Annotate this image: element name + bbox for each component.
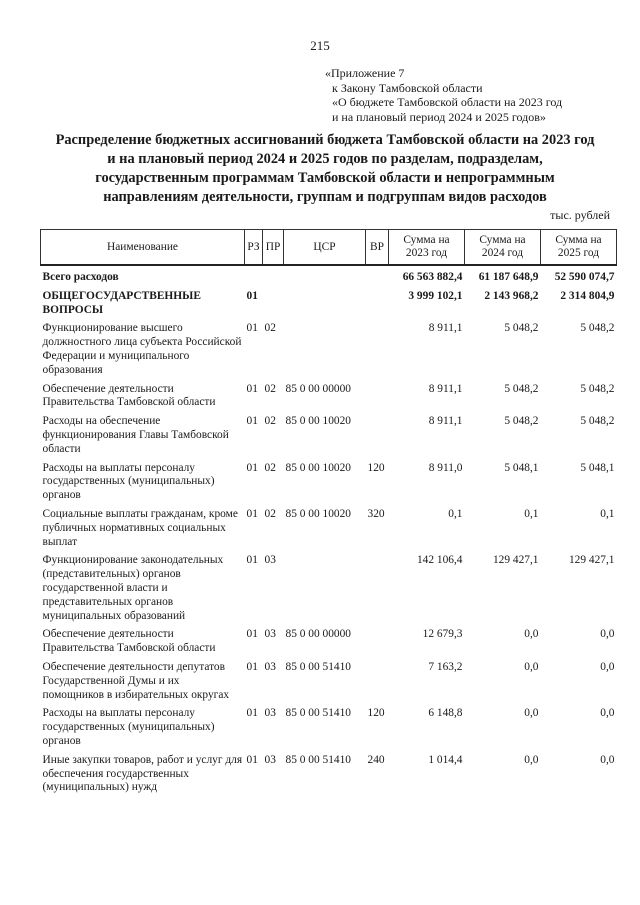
cell-sum-2023: 3 999 102,1 <box>408 289 463 302</box>
table-row <box>41 707 617 753</box>
table-header-row <box>41 230 617 266</box>
cell-pr: 03 <box>264 753 276 766</box>
column-header-csr: ЦСР <box>284 230 366 266</box>
cell-csr: 85 0 00 51410 <box>285 660 351 673</box>
table-row <box>41 290 617 323</box>
cell-csr: 85 0 00 00000 <box>285 628 351 641</box>
cell-rz <box>245 265 263 290</box>
cell-vr <box>366 661 389 707</box>
table-row <box>41 554 617 628</box>
cell-sum-2025: 0,0 <box>600 707 615 720</box>
column-header-rz: РЗ <box>245 230 263 266</box>
cell-name: Иные закупки товаров, работ и услуг для обеспечения государственных (муниципальных) нужд <box>42 753 243 794</box>
cell-vr <box>366 290 389 323</box>
cell-sum-2025: 5 048,2 <box>580 322 615 335</box>
column-header-vr: ВР <box>366 230 389 266</box>
cell-csr: 85 0 00 51410 <box>285 753 351 766</box>
cell-sum-2025: 0,0 <box>600 660 615 673</box>
cell-sum-2024: 61 187 648,9 <box>478 271 539 283</box>
cell-vr: 120 <box>367 461 385 474</box>
cell-sum-2024: 5 048,2 <box>504 322 539 335</box>
units-label: тыс. рублей <box>550 208 610 222</box>
cell-pr: 03 <box>264 628 276 641</box>
table-row <box>41 322 617 382</box>
cell-sum-2024: 0,0 <box>524 660 539 673</box>
cell-vr: 120 <box>367 707 385 720</box>
cell-name: Расходы на выплаты персоналу государственных (муниципальных) органов <box>42 461 215 502</box>
table-row <box>41 754 617 800</box>
cell-vr <box>366 415 389 461</box>
cell-name: Расходы на обеспечение функционирования Главы Тамбовской области <box>42 415 229 455</box>
table-body <box>41 265 617 800</box>
table-row <box>41 383 617 416</box>
cell-pr: 02 <box>264 461 276 474</box>
cell-csr: 85 0 00 10020 <box>285 507 351 520</box>
cell-pr: 02 <box>264 322 276 335</box>
cell-sum-2024: 2 143 968,2 <box>484 289 539 302</box>
cell-csr: 85 0 00 10020 <box>285 415 351 428</box>
cell-rz: 01 <box>246 554 258 567</box>
cell-sum-2025: 129 427,1 <box>568 554 615 567</box>
cell-sum-2025: 5 048,1 <box>580 461 615 474</box>
cell-pr: 03 <box>264 707 276 720</box>
cell-vr: 320 <box>367 507 385 520</box>
cell-rz: 01 <box>246 461 258 474</box>
cell-sum-2023: 66 563 882,4 <box>402 271 463 283</box>
cell-name: Всего расходов <box>42 271 119 283</box>
cell-csr <box>284 290 366 323</box>
cell-vr <box>366 383 389 416</box>
cell-rz: 01 <box>246 628 258 641</box>
cell-rz: 01 <box>246 707 258 720</box>
cell-sum-2023: 8 911,1 <box>428 382 463 395</box>
cell-rz: 01 <box>246 507 258 520</box>
appendix-line: «Приложение 7 <box>325 66 405 80</box>
cell-csr: 85 0 00 10020 <box>285 461 351 474</box>
column-header-name: Наименование <box>41 230 245 266</box>
cell-sum-2023: 0,1 <box>448 507 463 520</box>
cell-csr <box>284 554 366 628</box>
cell-csr <box>284 265 366 290</box>
document-title: Распределение бюджетных ассигнований бюджета Тамбовской области на 2023 год и на плановый период 2024 и 2025 годов по разделам, подразделам, государственным программам Тамбовской области и непрограммным направлениям деятельности, группам и подгруппам видов расходов <box>55 132 595 205</box>
cell-rz: 01 <box>246 660 258 673</box>
table-row <box>41 508 617 554</box>
cell-pr <box>263 290 284 323</box>
cell-sum-2024: 0,0 <box>524 628 539 641</box>
cell-csr <box>284 322 366 382</box>
table-row <box>41 462 617 508</box>
cell-sum-2024: 0,0 <box>524 753 539 766</box>
cell-rz: 01 <box>246 322 258 335</box>
cell-name: Обеспечение деятельности Правительства Тамбовской области <box>42 628 216 655</box>
cell-sum-2025: 5 048,2 <box>580 382 615 395</box>
cell-sum-2023: 1 014,4 <box>428 753 463 766</box>
budget-table <box>40 229 617 800</box>
cell-sum-2025: 0,0 <box>600 628 615 641</box>
cell-pr: 02 <box>264 415 276 428</box>
cell-name: Обеспечение деятельности Правительства Тамбовской области <box>42 382 216 409</box>
cell-sum-2023: 12 679,3 <box>422 628 463 641</box>
cell-vr <box>366 265 389 290</box>
column-header-2024: Сумма на 2024 год <box>465 230 541 266</box>
cell-csr: 85 0 00 51410 <box>285 707 351 720</box>
cell-sum-2025: 0,1 <box>600 507 615 520</box>
appendix-line: к Закону Тамбовской области <box>332 80 483 95</box>
cell-csr: 85 0 00 00000 <box>285 382 351 395</box>
cell-pr: 02 <box>264 382 276 395</box>
appendix-line: «О бюджете Тамбовской области на 2023 год <box>332 95 563 109</box>
appendix-line: и на плановый период 2024 и 2025 годов» <box>332 109 546 124</box>
cell-name: Функционирование высшего должностного лица субъекта Российской Федерации и муниципального образования <box>42 322 242 376</box>
cell-sum-2025: 2 314 804,9 <box>560 289 615 302</box>
table-row <box>41 661 617 707</box>
cell-pr: 03 <box>264 660 276 673</box>
cell-sum-2023: 7 163,2 <box>428 660 463 673</box>
cell-sum-2024: 129 427,1 <box>492 554 539 567</box>
cell-sum-2023: 142 106,4 <box>416 554 463 567</box>
cell-rz: 01 <box>246 753 258 766</box>
cell-vr <box>366 554 389 628</box>
cell-vr <box>366 628 389 661</box>
cell-vr: 240 <box>367 753 385 766</box>
cell-name: Обеспечение деятельности депутатов Государственной Думы и их помощников в избирательных округах <box>42 660 230 701</box>
cell-pr <box>263 265 284 290</box>
column-header-pr: ПР <box>263 230 284 266</box>
cell-sum-2023: 8 911,1 <box>428 322 463 335</box>
cell-rz: 01 <box>246 382 258 395</box>
cell-vr <box>366 322 389 382</box>
cell-sum-2023: 8 911,0 <box>428 461 463 474</box>
column-header-2025: Сумма на 2025 год <box>541 230 617 266</box>
cell-pr: 03 <box>264 554 276 567</box>
page-number: 215 <box>310 38 330 53</box>
cell-sum-2025: 52 590 074,7 <box>554 271 615 283</box>
cell-name: Расходы на выплаты персоналу государственных (муниципальных) органов <box>42 707 215 747</box>
cell-rz: 01 <box>246 415 258 428</box>
column-header-2023: Сумма на 2023 год <box>389 230 465 266</box>
appendix-note <box>325 66 562 124</box>
table-row <box>41 415 617 461</box>
cell-rz: 01 <box>246 289 258 302</box>
cell-sum-2024: 0,1 <box>524 507 539 520</box>
cell-name: Социальные выплаты гражданам, кроме публичных нормативных социальных выплат <box>42 507 238 548</box>
cell-sum-2025: 5 048,2 <box>580 415 615 428</box>
cell-sum-2024: 5 048,2 <box>504 382 539 395</box>
cell-pr: 02 <box>264 507 276 520</box>
cell-sum-2024: 0,0 <box>524 707 539 720</box>
table-row <box>41 265 617 290</box>
table-row <box>41 628 617 661</box>
cell-sum-2025: 0,0 <box>600 753 615 766</box>
cell-name: ОБЩЕГОСУДАРСТВЕННЫЕ ВОПРОСЫ <box>42 289 201 316</box>
cell-sum-2024: 5 048,2 <box>504 415 539 428</box>
cell-sum-2023: 6 148,8 <box>428 707 463 720</box>
cell-sum-2023: 8 911,1 <box>428 415 463 428</box>
cell-sum-2024: 5 048,1 <box>504 461 539 474</box>
cell-name: Функционирование законодательных (представительных) органов государственной власти и представительных органов муниципальных образований <box>42 554 224 622</box>
